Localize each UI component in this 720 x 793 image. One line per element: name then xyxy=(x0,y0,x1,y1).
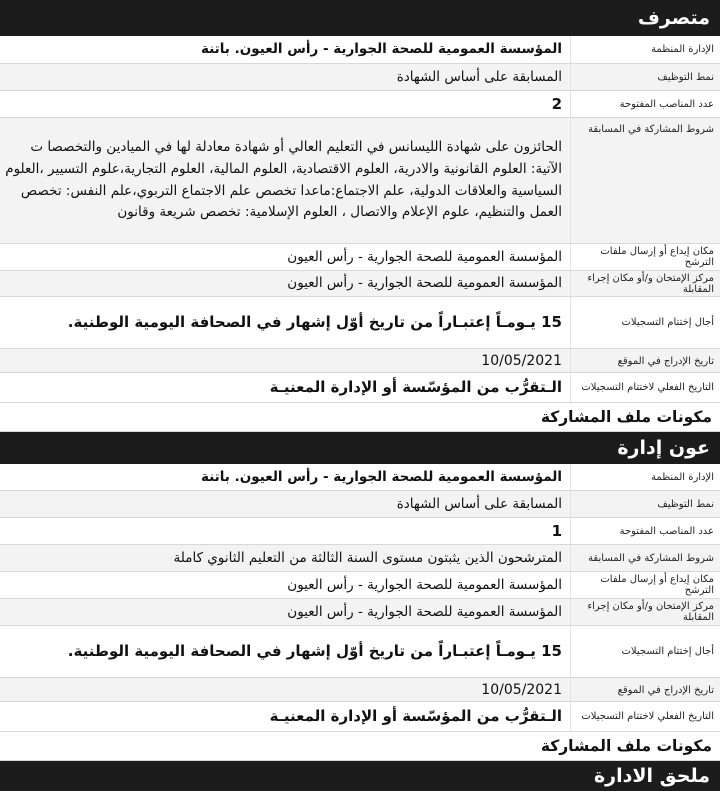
row-value: الـتقرُّب من المؤسّسة أو الإدارة المعنيـة xyxy=(269,706,562,725)
section-title: متصرف xyxy=(637,7,710,29)
row-value: الحائزون على شهادة الليسانس في التعليم العالي أو شهادة معادلة لها في الميادين والتخصصا ت الآتية: العلوم القانونية والادرية، العلوم الاقتصادية، العلوم المالية، العلوم التجارية،علوم التسيير ،العلوم السياسية والعلاقات الدولية، علم الاجتماع:ماعدا تخصص علم الاجتماع التربوي،علم النفس: تخصص العمل والتنظيم، علوم الإعلام والاتصال ، العلوم الإسلامية: تخصص شريعة وقانون xyxy=(5,138,562,221)
row-value: 15 يـومـاً إعتبـاراً من تاريخ أوّل إشهار في الصحافة اليومية الوطنية. xyxy=(67,641,562,660)
row-recruitment-mode xyxy=(0,491,720,518)
row-value: المؤسسة العمومية للصحة الجوارية - رأس العيون. باتنة xyxy=(200,468,562,485)
row-posting-date xyxy=(0,678,720,702)
row-participation-conditions xyxy=(0,118,720,244)
row-value: 1 xyxy=(551,522,562,540)
section-rows-administrative-agent xyxy=(0,464,720,732)
participation-file-components: مكونات ملف المشاركة xyxy=(0,732,720,761)
row-label: عدد المناصب المفتوحة xyxy=(570,91,720,118)
row-open-positions xyxy=(0,518,720,545)
row-file-submission-place xyxy=(0,572,720,599)
row-value: الـتقرُّب من المؤسّسة أو الإدارة المعنيـة xyxy=(269,377,562,396)
row-registration-deadline xyxy=(0,297,720,349)
row-exam-center xyxy=(0,271,720,297)
row-value: المؤسسة العمومية للصحة الجوارية - رأس العيون. باتنة xyxy=(200,41,562,58)
row-label: نمط التوظيف xyxy=(570,64,720,90)
row-exam-center xyxy=(0,599,720,626)
section-title: عون إدارة xyxy=(617,437,710,459)
row-value: 15 يـومـاً إعتبـاراً من تاريخ أوّل إشهار في الصحافة اليومية الوطنية. xyxy=(67,312,562,331)
row-organizing-administration xyxy=(0,464,720,491)
row-value: المسابقة على أساس الشهادة xyxy=(396,68,562,85)
row-file-submission-place xyxy=(0,244,720,271)
row-label: أجال إختتام التسجيلات xyxy=(570,626,720,677)
row-label: تاريخ الإدراج في الموقع xyxy=(570,349,720,375)
row-label: عدد المناصب المفتوحة xyxy=(570,518,720,545)
row-label: أجال إختتام التسجيلات xyxy=(570,297,720,348)
section-header-administrator xyxy=(0,0,720,36)
row-label: مكان إيداع أو إرسال ملفات الترشح xyxy=(570,244,720,270)
row-label: مركز الإمتحان و/أو مكان إجراء المقابلة xyxy=(570,271,720,296)
section-header-administrative-agent xyxy=(0,432,720,464)
row-label: شروط المشاركة في المسابقة xyxy=(570,545,720,571)
row-label: التاريخ الفعلي لاختتام التسجيلات xyxy=(570,702,720,731)
row-organizing-administration xyxy=(0,36,720,64)
row-label: التاريخ الفعلي لاختتام التسجيلات xyxy=(570,373,720,402)
row-value: المؤسسة العمومية للصحة الجوارية - رأس العيون xyxy=(287,275,562,292)
row-registration-deadline xyxy=(0,626,720,678)
section-rows-administrator xyxy=(0,36,720,403)
section-header-administration-attache xyxy=(0,761,720,791)
row-value: المترشحون الذين يثبتون مستوى السنة الثالثة من التعليم الثانوي كاملة xyxy=(173,549,562,566)
row-open-positions xyxy=(0,91,720,118)
row-label: مكان إيداع أو إرسال ملفات الترشح xyxy=(570,572,720,598)
row-actual-closing-date xyxy=(0,373,720,403)
row-recruitment-mode xyxy=(0,64,720,91)
row-label: تاريخ الإدراج في الموقع xyxy=(570,678,720,704)
row-label: الإدارة المنظمة xyxy=(570,464,720,490)
row-value: المؤسسة العمومية للصحة الجوارية - رأس العيون xyxy=(287,576,562,593)
row-actual-closing-date xyxy=(0,702,720,732)
row-participation-conditions xyxy=(0,545,720,572)
row-value: 2 xyxy=(551,95,562,113)
row-posting-date xyxy=(0,349,720,373)
row-label: الإدارة المنظمة xyxy=(570,36,720,63)
row-value: المؤسسة العمومية للصحة الجوارية - رأس العيون xyxy=(287,248,562,265)
section-title: ملحق الادارة xyxy=(593,765,710,787)
row-label: شروط المشاركة في المسابقة xyxy=(570,118,720,243)
row-value: المسابقة على أساس الشهادة xyxy=(396,495,562,512)
row-label: مركز الإمتحان و/أو مكان إجراء المقابلة xyxy=(570,599,720,625)
row-value: المؤسسة العمومية للصحة الجوارية - رأس العيون xyxy=(287,603,562,620)
row-value: 10/05/2021 xyxy=(481,353,562,369)
row-label: نمط التوظيف xyxy=(570,491,720,517)
row-value: 10/05/2021 xyxy=(481,682,562,698)
participation-file-components: مكونات ملف المشاركة xyxy=(0,403,720,432)
